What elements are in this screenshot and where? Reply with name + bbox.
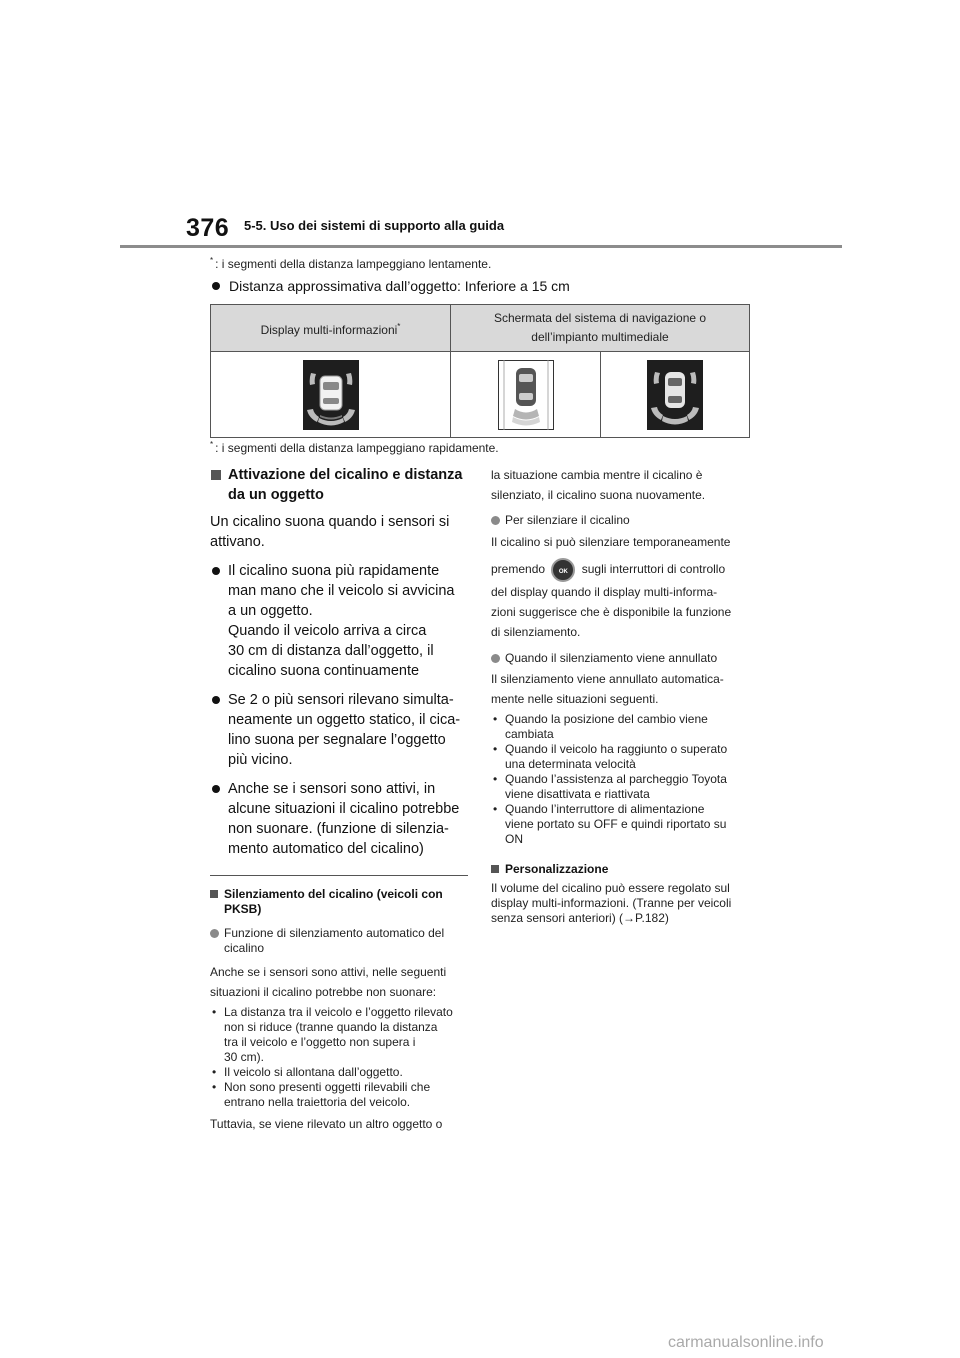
list-item: • Non sono presenti oggetti rilevabili che entrano nella traiettoria del veicolo. bbox=[210, 1080, 468, 1110]
navigation-display-image-1 bbox=[498, 360, 554, 430]
section-heading-activation: Attivazione del cicalino e distanza da un oggetto bbox=[210, 465, 468, 505]
small-heading-silencing: Silenziamento del cicalino (veicoli con PKSB) bbox=[210, 887, 468, 917]
table-header-navigation: Schermata del sistema di navigazione o dell’impianto multimediale bbox=[451, 305, 750, 352]
distance-bullet bbox=[212, 278, 570, 294]
paragraph-however: Tuttavia, se viene rilevato un altro oggetto o bbox=[210, 1117, 443, 1131]
table-cell-multi-info-image bbox=[211, 352, 451, 438]
list-item: • Quando il veicolo ha raggiunto o superato una determinata velocità bbox=[491, 742, 753, 772]
heading-square-icon bbox=[211, 470, 221, 480]
footnote-asterisk: * bbox=[210, 256, 214, 265]
multi-info-display-image bbox=[303, 360, 359, 430]
gray-bullet-cancel: Quando il silenziamento viene annullato bbox=[491, 651, 753, 666]
page-number: 376 bbox=[186, 214, 230, 242]
list-item: • Quando l’assistenza al parcheggio Toyota viene disattivata e riattivata bbox=[491, 772, 753, 802]
bullet-dot-icon bbox=[212, 785, 220, 793]
table-cell-navigation-image-1 bbox=[451, 352, 601, 438]
display-table bbox=[210, 304, 750, 438]
list-item: Anche se i sensori sono attivi, in alcune situazioni il cicalino potrebbe non suonare. (funzione di silenzia- mento automatico del cicalino) bbox=[210, 779, 468, 859]
header-divider bbox=[120, 245, 842, 248]
bullet-dot-icon bbox=[212, 567, 220, 575]
table-cell-navigation-image-2 bbox=[601, 352, 750, 438]
gray-bullet-auto-silence: Funzione di silenziamento automatico del cicalino bbox=[210, 926, 468, 956]
cancel-list bbox=[491, 712, 753, 847]
list-item: Se 2 o più sensori rilevano simulta- neamente un oggetto statico, il cica- lino suona per segnalare l’oggetto più vicino. bbox=[210, 690, 468, 770]
right-column bbox=[491, 465, 753, 926]
list-item: • Quando la posizione del cambio viene cambiata bbox=[491, 712, 753, 742]
navigation-display-image-2 bbox=[647, 360, 703, 430]
footnote-bottom: * : i segmenti della distanza lampeggiano rapidamente. bbox=[210, 440, 499, 455]
footnote-top: * : i segmenti della distanza lampeggiano lentamente. bbox=[210, 256, 492, 271]
list-item: • La distanza tra il veicolo e l’oggetto rilevato non si riduce (tranne quando la distanza tra il veicolo e l’oggetto non supera i 30 cm). bbox=[210, 1005, 468, 1065]
section-title: 5-5. Uso dei sistemi di supporto alla guida bbox=[244, 218, 505, 233]
bullet-dot-icon bbox=[212, 282, 220, 290]
heading-square-icon bbox=[210, 890, 218, 898]
paragraph-silence-buzzer: Il cicalino si può silenziare temporaneamente premendo OK sugli interruttori di controllo del display quando il display multi-informa- zioni suggerisce che è disponibile la funzione di silenziamento. bbox=[491, 535, 732, 639]
list-item: Il cicalino suona più rapidamente man mano che il veicolo si avvicina a un oggetto. Quando il veicolo arriva a circa 30 cm di distanza dall’oggetto, il cicalino suona continuamente bbox=[210, 561, 468, 681]
list-item: • Quando l’interruttore di alimentazione viene portato su OFF e quindi riportato su ON bbox=[491, 802, 753, 847]
footnote-top-text: i segmenti della distanza lampeggiano lentamente. bbox=[221, 257, 492, 271]
auto-silence-list bbox=[210, 1005, 468, 1110]
table-header-multi-info: Display multi-informazioni* bbox=[211, 305, 451, 352]
paragraph-continuation: la situazione cambia mentre il cicalino è silenziato, il cicalino suona nuovamente. bbox=[491, 468, 706, 502]
gray-bullet-silence-buzzer: Per silenziare il cicalino bbox=[491, 513, 753, 528]
distance-bullet-text: Distanza approssimativa dall’oggetto: Inferiore a 15 cm bbox=[229, 278, 570, 294]
heading-square-icon bbox=[491, 865, 499, 873]
paragraph-personalization: Il volume del cicalino può essere regolato sul display multi-informazioni. (Tranne per veicoli senza sensori anteriori) (→P.182) bbox=[491, 881, 732, 925]
paragraph-auto-silence: Anche se i sensori sono attivi, nelle seguenti situazioni il cicalino potrebbe non suonare: bbox=[210, 965, 447, 999]
section-divider bbox=[210, 875, 468, 876]
list-item: • Il veicolo si allontana dall’oggetto. bbox=[210, 1065, 468, 1080]
left-column bbox=[210, 465, 468, 1134]
small-heading-personalization: Personalizzazione bbox=[491, 862, 753, 877]
paragraph-cancel: Il silenziamento viene annullato automatica- mente nelle situazioni seguenti. bbox=[491, 672, 724, 706]
intro-paragraph: Un cicalino suona quando i sensori si attivano. bbox=[210, 514, 450, 550]
bullet-dot-icon bbox=[212, 696, 220, 704]
watermark-text: carmanualsonline.info bbox=[668, 1334, 824, 1351]
footnote-bottom-text: i segmenti della distanza lampeggiano rapidamente. bbox=[221, 441, 499, 455]
ok-button-icon: OK bbox=[551, 558, 575, 582]
